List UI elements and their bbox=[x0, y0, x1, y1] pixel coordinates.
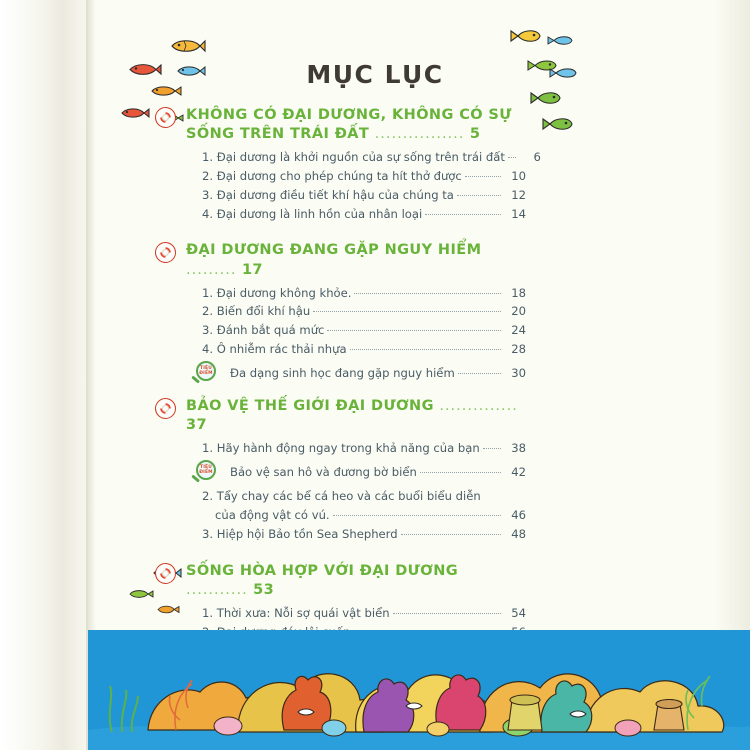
toc-entry-page: 20 bbox=[511, 304, 526, 319]
page-title: MỤC LỤC bbox=[306, 60, 444, 89]
toc-entry-page: 54 bbox=[511, 605, 526, 620]
toc-chapter-page: 37 bbox=[186, 416, 207, 433]
lifebuoy-icon bbox=[155, 107, 176, 128]
toc-chapter-header[interactable] bbox=[186, 397, 526, 435]
toc-chapter-page: 17 bbox=[241, 261, 263, 278]
toc-entry-label-line2: của động vật có vú. bbox=[215, 508, 330, 523]
toc-chapter bbox=[186, 397, 526, 544]
toc-entry-page: 12 bbox=[511, 187, 526, 202]
toc-entry-label: 3. Hiệp hội Bảo tồn Sea Shepherd bbox=[202, 526, 398, 541]
toc-entry-page: 24 bbox=[511, 323, 526, 338]
lifebuoy-icon bbox=[155, 398, 176, 419]
toc-entry[interactable] bbox=[186, 167, 526, 186]
toc-entry-page: 38 bbox=[511, 440, 526, 455]
toc-entry-label: 1. Đại dương không khỏe. bbox=[202, 285, 352, 300]
toc-leader bbox=[401, 534, 501, 535]
toc-leader bbox=[420, 472, 501, 473]
toc-entry-page: 14 bbox=[511, 206, 526, 221]
toc-entry-label: 2. Tẩy chay các bể cá heo và các buổi biểu diễn bbox=[202, 489, 481, 504]
toc-entry-label: 3. Đánh bắt quá mức bbox=[202, 323, 325, 338]
toc-leader bbox=[354, 293, 501, 294]
toc-leader bbox=[333, 515, 501, 516]
magnifier-icon bbox=[190, 361, 220, 387]
toc-entry-page: 42 bbox=[511, 464, 526, 479]
coral-reef-illustration bbox=[88, 580, 750, 750]
toc-entry-highlight[interactable] bbox=[186, 364, 526, 383]
toc-chapter-title: ĐẠI DƯƠNG ĐANG GẶP NGUY HIỂM ......... 17 bbox=[186, 242, 482, 278]
toc-entry[interactable] bbox=[186, 340, 526, 359]
toc-entry-page: 18 bbox=[511, 285, 526, 300]
toc-leader bbox=[425, 214, 501, 215]
toc-entry-label: Đa dạng sinh học đang gặp nguy hiểm bbox=[230, 365, 455, 380]
toc-entry-page: 46 bbox=[511, 508, 526, 523]
toc-leader bbox=[457, 195, 501, 196]
toc-chapter-title: BẢO VỆ THẾ GIỚI ĐẠI DƯƠNG .............. 37 bbox=[186, 397, 518, 433]
fish-illustration bbox=[540, 116, 574, 132]
toc-chapter-page: 53 bbox=[253, 581, 275, 598]
toc-leader bbox=[458, 373, 501, 374]
toc-entry[interactable] bbox=[186, 525, 526, 544]
toc-entry[interactable] bbox=[186, 284, 526, 303]
toc-entry-label: 1. Thời xưa: Nỗi sợ quái vật biển bbox=[202, 605, 390, 620]
toc-chapter bbox=[186, 106, 541, 223]
toc-leader bbox=[350, 349, 501, 350]
fish-illustration bbox=[508, 28, 542, 44]
fish-illustration bbox=[546, 34, 574, 47]
toc-entry-page: 10 bbox=[511, 169, 526, 184]
toc-leader bbox=[313, 311, 501, 312]
toc-entry-page: 28 bbox=[511, 341, 526, 356]
toc-entry-label: 4. Đại dương là linh hồn của nhân loại bbox=[202, 206, 423, 221]
toc-chapter-header[interactable] bbox=[186, 106, 526, 144]
magnifier-icon bbox=[190, 460, 220, 486]
toc-leader bbox=[508, 157, 516, 158]
toc-entry[interactable] bbox=[186, 205, 526, 224]
toc-entry[interactable] bbox=[186, 186, 526, 205]
toc-chapter-header[interactable] bbox=[186, 241, 526, 279]
magnifier-badge-label: TIÊU ĐIỂM bbox=[199, 365, 213, 376]
page-gutter bbox=[0, 0, 88, 750]
toc-entry[interactable] bbox=[186, 487, 526, 525]
fish-illustration bbox=[120, 106, 150, 120]
toc-entry-label: 4. Ô nhiễm rác thải nhựa bbox=[202, 341, 347, 356]
toc-entry-page: 6 bbox=[533, 150, 541, 165]
toc-entry-label: 2. Đại dương cho phép chúng ta hít thở được bbox=[202, 169, 462, 184]
magnifier-badge-label: TIÊU ĐIỂM bbox=[199, 464, 213, 475]
toc-entry[interactable] bbox=[186, 302, 526, 321]
toc-chapter bbox=[186, 241, 526, 382]
toc-entry-label: 1. Đại dương là khởi nguồn của sự sống trên trái đất bbox=[202, 150, 505, 165]
toc-entry-label: 1. Hãy hành động ngay trong khả năng của bạn bbox=[202, 440, 480, 455]
toc-leader bbox=[327, 330, 501, 331]
toc-entry-label: 3. Đại dương điều tiết khí hậu của chúng ta bbox=[202, 187, 454, 202]
fish-illustration bbox=[528, 90, 562, 106]
toc-entry-page: 48 bbox=[511, 526, 526, 541]
toc-entry-label: 2. Biến đổi khí hậu bbox=[202, 304, 311, 319]
toc-leader bbox=[465, 176, 501, 177]
toc-leader bbox=[483, 448, 501, 449]
toc-entry[interactable] bbox=[186, 148, 541, 167]
lifebuoy-icon bbox=[155, 242, 176, 263]
toc-chapter-title: SỐNG HÒA HỢP VỚI ĐẠI DƯƠNG ........... 53 bbox=[186, 562, 459, 598]
toc-entry-highlight[interactable] bbox=[186, 463, 526, 482]
toc-entry-label: Bảo vệ san hô và đương bờ biển bbox=[230, 464, 417, 479]
toc-entry[interactable] bbox=[186, 439, 526, 458]
toc-entry[interactable] bbox=[186, 321, 526, 340]
toc-chapter-title: KHÔNG CÓ ĐẠI DƯƠNG, KHÔNG CÓ SỰ SỐNG TRÊN TRÁI ĐẤT ................ 5 bbox=[186, 107, 512, 143]
fish-illustration bbox=[170, 38, 206, 54]
toc-chapter-page: 5 bbox=[469, 126, 481, 143]
toc-entry-page: 30 bbox=[511, 365, 526, 380]
